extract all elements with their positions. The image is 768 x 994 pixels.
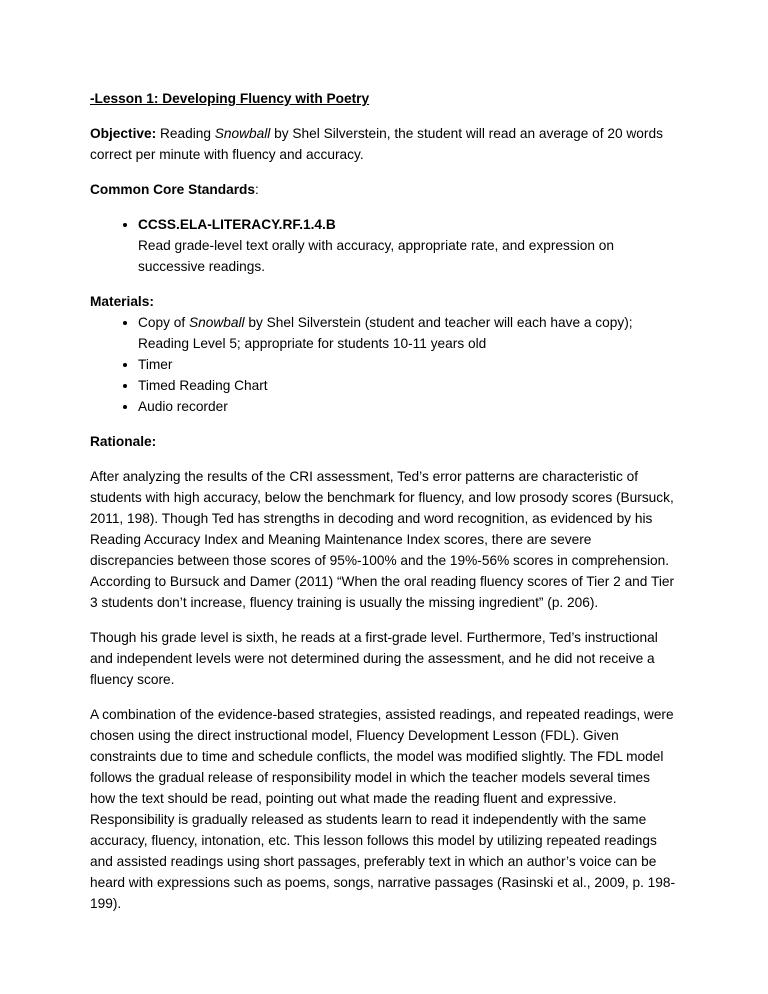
materials-label: Materials: — [90, 294, 154, 309]
materials-heading — [90, 291, 678, 312]
objective-label: Objective: — [90, 126, 157, 141]
objective-text-before: Reading — [156, 126, 215, 141]
material-text: Timed Reading Chart — [138, 378, 268, 393]
material-text: Audio recorder — [138, 399, 228, 414]
material-item — [138, 354, 678, 375]
standards-label: Common Core Standards — [90, 182, 256, 197]
objective-paragraph — [90, 123, 678, 165]
material-text: Timer — [138, 357, 173, 372]
lesson-title: -Lesson 1: Developing Fluency with Poetry — [90, 91, 370, 106]
material-text-post: by Shel Silverstein (student and teacher will each have a copy); Reading Level 5; appropriate for students 10-11 years old — [138, 315, 633, 351]
standards-list — [90, 214, 678, 277]
rationale-paragraph-2: Though his grade level is sixth, he reads at a first-grade level. Furthermore, Ted’s instructional and independent levels were not determined during the assessment, and he did not receive a fluency score. — [90, 630, 658, 687]
rationale-heading — [90, 431, 678, 452]
rationale-paragraph-3: A combination of the evidence-based strategies, assisted readings, and repeated readings, were chosen using the direct instructional model, Fluency Development Lesson (FDL). Given constraints due to time and schedule conflicts, the model was modified slightly. The FDL model follows the gradual release of responsibility model in which the teacher models several times how the text should be read, pointing out what made the reading fluent and expressive. Responsibility is gradually released as students learn to read it independently with the same accuracy, fluency, intonation, etc. This lesson follows this model by utilizing repeated readings and assisted readings using short passages, preferably text in which an author’s voice can be heard with expressions such as poems, songs, narrative passages (Rasinski et al., 2009, p. 198-199). — [90, 707, 676, 911]
objective-book-title: Snowball — [214, 126, 271, 141]
rationale-paragraph-1: After analyzing the results of the CRI assessment, Ted’s error patterns are characteristic of students with high accuracy, below the benchmark for fluency, and low prosody scores (Bursuck, 2011, 198). Though Ted has strengths in decoding and word recognition, as evidenced by his Reading Accuracy Index and Meaning Maintenance Index scores, there are severe discrepancies between those scores of 95%-100% and the 19%-56% scores in comprehension. According to Bursuck and Damer (2011) “When the oral reading fluency scores of Tier 2 and Tier 3 students don’t increase, fluency training is usually the missing ingredient” (p. 206). — [90, 469, 675, 610]
standard-item — [138, 214, 678, 277]
material-text: Copy of — [138, 315, 189, 330]
materials-list — [90, 312, 678, 417]
material-item — [138, 312, 678, 354]
standard-description: Read grade-level text orally with accuracy, appropriate rate, and expression on successive readings. — [138, 238, 615, 274]
material-book-title: Snowball — [188, 315, 245, 330]
standard-code: CCSS.ELA-LITERACY.RF.1.4.B — [138, 217, 336, 232]
rationale-label: Rationale: — [90, 434, 157, 449]
material-item — [138, 375, 678, 396]
material-item — [138, 396, 678, 417]
standards-colon: : — [255, 182, 259, 197]
objective-text-after: by Shel Silverstein, the student will read an average of 20 words correct per minute with fluency and accuracy. — [90, 126, 663, 162]
standards-heading — [90, 179, 678, 200]
